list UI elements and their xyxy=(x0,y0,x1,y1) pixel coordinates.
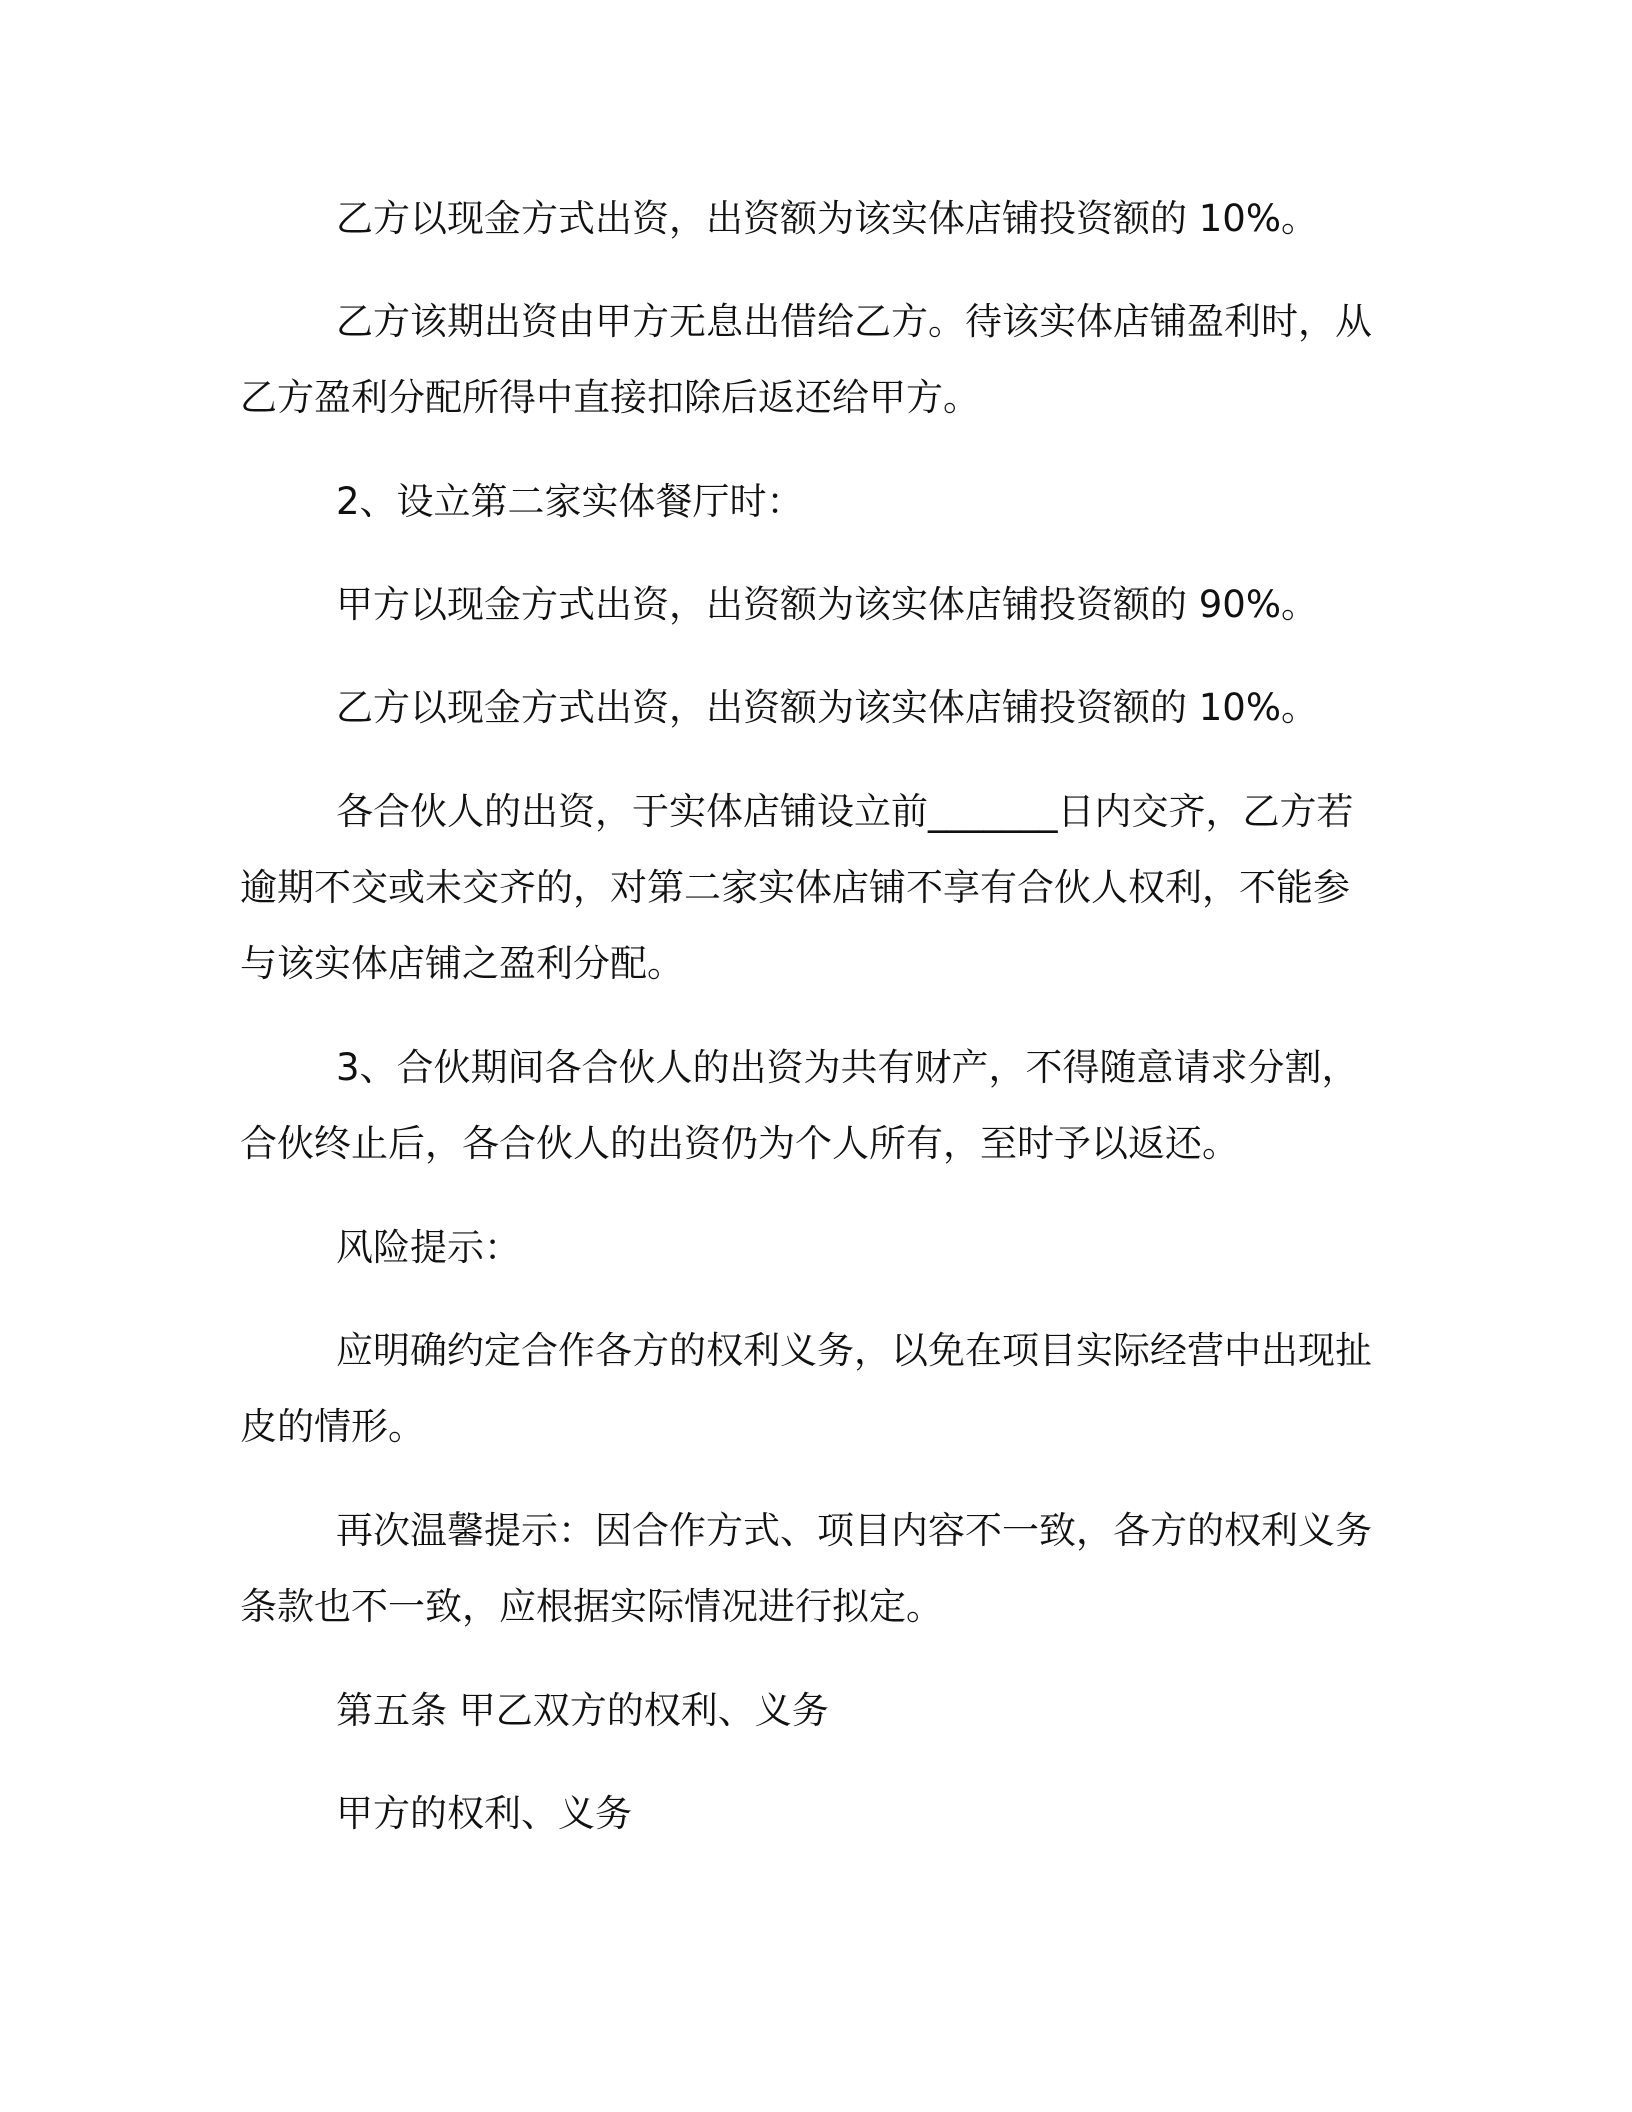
paragraph-10: 再次温馨提示：因合作方式、项目内容不一致，各方的权利义务条款也不一致，应根据实际情况进行拟定。 xyxy=(240,1509,1372,1628)
paragraph-3: 2、设立第二家实体餐厅时： xyxy=(336,480,804,523)
subsection-heading: 甲方的权利、义务 xyxy=(336,1792,632,1835)
paragraph-6: 各合伙人的出资，于实体店铺设立前_______日内交齐，乙方若逾期不交或未交齐的，对第二家实体店铺不享有合伙人权利，不能参与该实体店铺之盈利分配。 xyxy=(240,790,1354,985)
paragraph-8: 风险提示： xyxy=(336,1226,521,1269)
paragraph-5: 乙方以现金方式出资，出资额为该实体店铺投资额的 10%。 xyxy=(336,686,1318,729)
paragraph-2: 乙方该期出资由甲方无息出借给乙方。待该实体店铺盈利时，从乙方盈利分配所得中直接扣除后返还给甲方。 xyxy=(240,300,1372,419)
paragraph-4: 甲方以现金方式出资，出资额为该实体店铺投资额的 90%。 xyxy=(336,583,1318,626)
section-heading: 第五条 甲乙双方的权利、义务 xyxy=(336,1689,829,1732)
paragraph-7: 3、合伙期间各合伙人的出资为共有财产，不得随意请求分割，合伙终止后，各合伙人的出资仍为个人所有，至时予以返还。 xyxy=(240,1046,1359,1165)
paragraph-1: 乙方以现金方式出资，出资额为该实体店铺投资额的 10%。 xyxy=(336,197,1318,240)
paragraph-9: 应明确约定合作各方的权利义务，以免在项目实际经营中出现扯皮的情形。 xyxy=(240,1329,1372,1448)
